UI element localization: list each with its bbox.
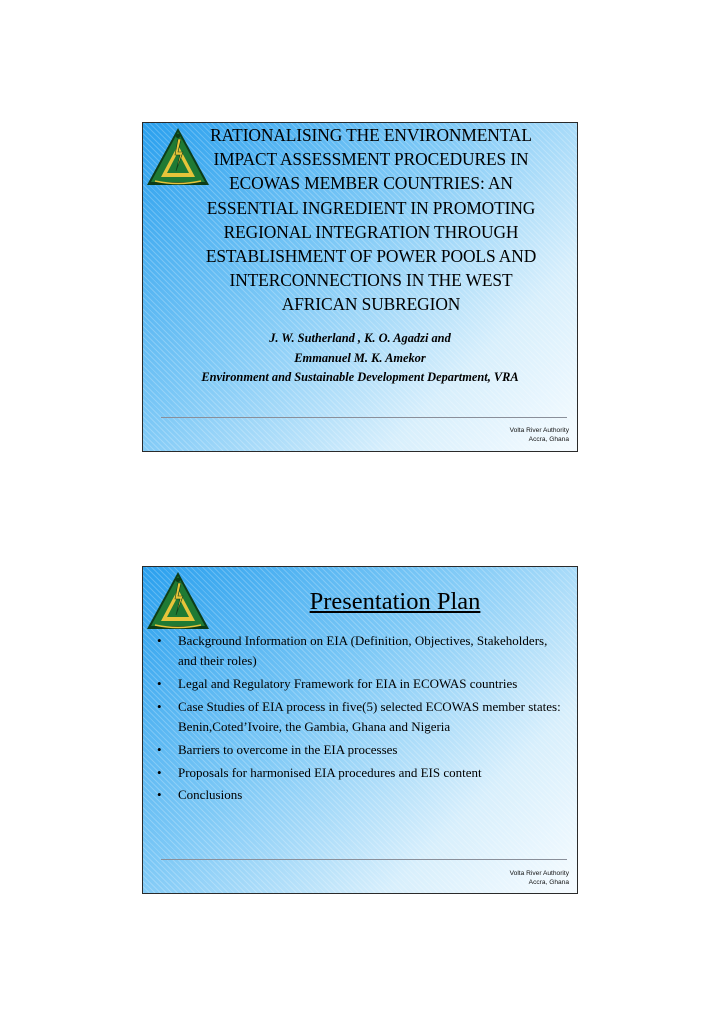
title-line: ESTABLISHMENT OF POWER POOLS AND — [205, 246, 537, 267]
footer-org: Volta River Authority — [509, 427, 569, 434]
authors-line: Emmanuel M. K. Amekor — [294, 350, 426, 365]
authors-block — [143, 329, 577, 388]
footer-location: Accra, Ghana — [528, 879, 569, 886]
bullet-item — [157, 785, 565, 805]
title-slide — [142, 122, 578, 452]
bullet-icon: • — [157, 676, 162, 691]
bullet-list — [157, 631, 565, 808]
authors-line: J. W. Sutherland , K. O. Agadzi and — [269, 331, 451, 345]
bullet-item — [157, 697, 565, 737]
title-line: INTERCONNECTIONS IN THE WEST — [229, 270, 513, 291]
slide-footer — [510, 869, 569, 887]
slide-title — [173, 123, 569, 317]
footer-location: Accra, Ghana — [528, 436, 569, 443]
bullet-text: Background Information on EIA (Definition, Objectives, Stakeholders, and their roles) — [178, 633, 548, 669]
bullet-icon: • — [157, 764, 162, 780]
bullet-icon: • — [157, 741, 162, 757]
title-line: REGIONAL INTEGRATION THROUGH — [223, 221, 519, 242]
bullet-text: Barriers to overcome in the EIA processes — [178, 741, 398, 757]
footer-divider — [161, 417, 567, 418]
bullet-icon: • — [157, 787, 162, 803]
bullet-item — [157, 740, 565, 760]
department-line: Environment and Sustainable Development Department, VRA — [201, 370, 519, 384]
vra-logo-icon — [145, 569, 211, 635]
footer-divider — [161, 859, 567, 860]
bullet-item — [157, 763, 565, 783]
bullet-text: Conclusions — [178, 787, 243, 803]
title-line: ECOWAS MEMBER COUNTRIES: AN — [229, 173, 513, 194]
title-line: ESSENTIAL INGREDIENT IN PROMOTING — [206, 197, 536, 218]
slide-title: Presentation Plan — [309, 588, 481, 615]
slide-footer — [510, 426, 569, 444]
bullet-icon: • — [157, 698, 162, 714]
bullet-item — [157, 674, 565, 694]
footer-org: Volta River Authority — [509, 870, 569, 877]
bullet-text: Legal and Regulatory Framework for EIA in ECOWAS countries — [178, 676, 518, 691]
title-line: IMPACT ASSESSMENT PROCEDURES IN — [213, 149, 529, 170]
title-line: AFRICAN SUBREGION — [281, 294, 461, 315]
bullet-text: Proposals for harmonised EIA procedures and EIS content — [178, 764, 482, 780]
bullet-text: Case Studies of EIA process in five(5) selected ECOWAS member states: Benin,Coted’Ivoire, the Gambia, Ghana and Nigeria — [178, 698, 561, 734]
bullet-icon: • — [157, 633, 162, 648]
title-line: RATIONALISING THE ENVIRONMENTAL — [210, 125, 532, 145]
presentation-plan-slide — [142, 566, 578, 894]
bullet-item — [157, 631, 565, 671]
